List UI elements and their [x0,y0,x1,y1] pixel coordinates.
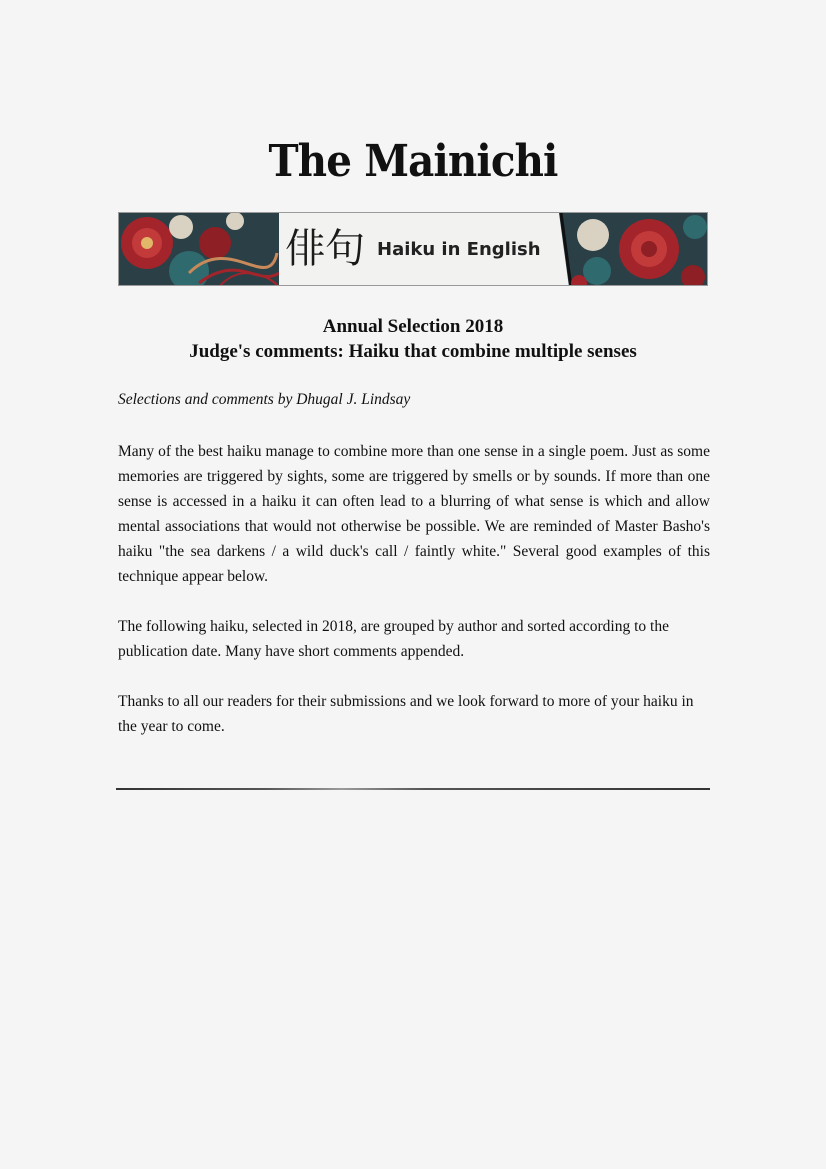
intro-paragraph: Many of the best haiku manage to combine more than one sense in a single poem. Just as some memories are triggered by sights, some are triggered by smells or by sounds. If more than one sense is accessed in a haiku it can often lead to a blurring of what sense is which and allow mental associations that would not otherwise be possible. We are reminded of Master Basho's haiku "the sea darkens / a wild duck's call / faintly white." Several good examples of this technique appear below. [118,443,710,585]
banner-tagline: Haiku in English [377,239,541,260]
haiku-banner [118,212,708,286]
thanks-paragraph: Thanks to all our readers for their submissions and we look forward to more of your haiku in the year to come. [118,693,694,735]
article-title-line-2: Judge's comments: Haiku that combine multiple senses [189,341,637,362]
floral-right-decoration [539,213,708,286]
byline: Selections and comments by Dhugal J. Lindsay [118,391,411,408]
divider [116,788,710,790]
grouping-paragraph: The following haiku, selected in 2018, are grouped by author and sorted according to the publication date. Many have short comments appended. [118,618,669,660]
floral-left-decoration [119,213,279,286]
masthead-logo: The Mainichi [268,136,558,187]
haiku-kanji: 俳句 [285,226,365,272]
article-title-line-1: Annual Selection 2018 [322,316,504,337]
